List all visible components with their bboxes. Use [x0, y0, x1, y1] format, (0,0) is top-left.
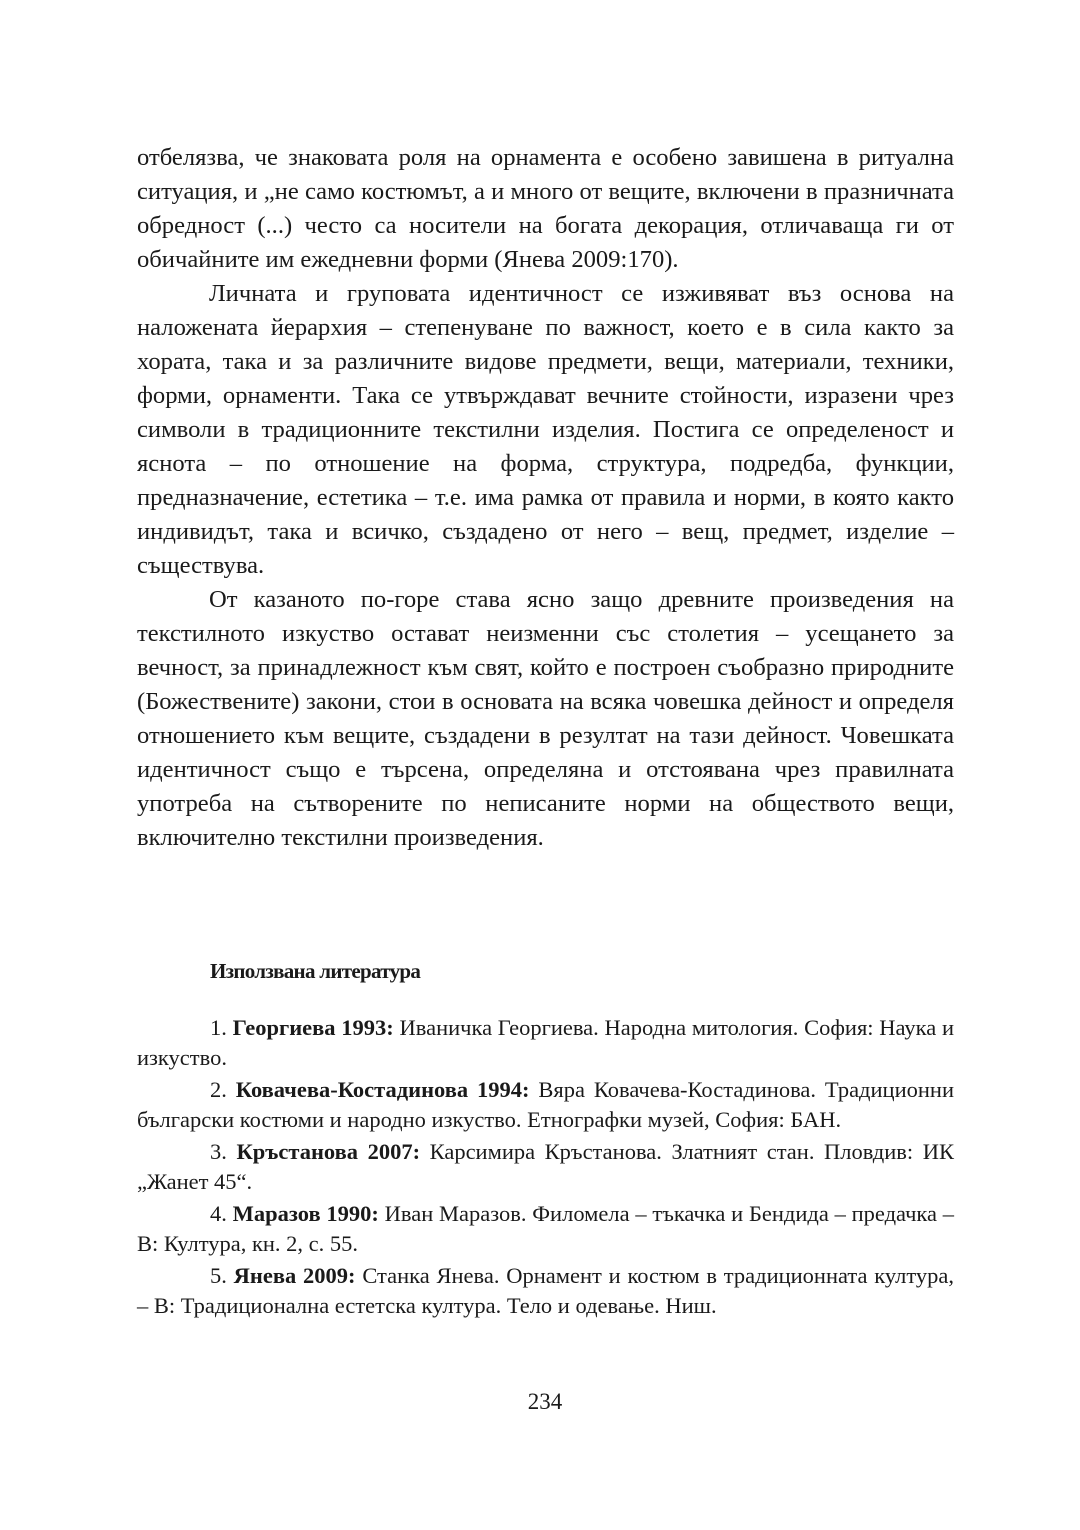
reference-author: Маразов 1990:	[232, 1201, 379, 1226]
main-text	[137, 141, 954, 855]
reference-number: 2.	[210, 1077, 227, 1102]
reference-text: Иван Маразов. Филомела – тъкачка и Бендида – предачка – В: Култура, кн. 2, с. 55.	[137, 1201, 955, 1256]
reference-item	[137, 1075, 954, 1135]
reference-number: 4.	[210, 1201, 227, 1226]
references-list	[137, 1013, 954, 1323]
paragraph-continuation: отбелязва, че знаковата роля на орнамента е особено завишена в ритуална ситуация, и „не само костюмът, а и много от вещите, включени в празничната обредност (...) често са носители на богата декорация, отличаваща ги от обичайните им ежедневни форми (Янева 2009:170).	[137, 144, 954, 273]
reference-author: Ковачева-Костадинова 1994:	[235, 1077, 530, 1102]
paragraph: Личната и груповата идентичност се изживяват въз основа на наложената йерархия – степенуване по важност, което е в сила както за хората, така и за различните видове предмети, вещи, материали, техники, форми, орнаменти. Така се утвърждават вечните стойности, изразени чрез символи в традиционните текстилни изделия. Постига се определеност и яснота – по отношение на форма, структура, подредба, функции, предназначение, естетика – т.е. има рамка от правила и норми, в която както индивидът, така и всичко, създадено от него – вещ, предмет, изделие – съществува.	[137, 280, 954, 579]
reference-text: Карсимира Кръстанова. Златният стан. Пловдив: ИК „Жанет 45“.	[137, 1139, 954, 1194]
reference-item	[137, 1261, 954, 1321]
reference-text: Станка Янева. Орнамент и костюм в традиционната култура, – В: Традиционална естетска култура. Тело и одевање. Ниш.	[137, 1263, 955, 1318]
reference-number: 3.	[210, 1139, 227, 1164]
reference-item	[137, 1013, 954, 1073]
reference-text: Вяра Ковачева-Костадинова. Традиционни български костюми и народно изкуство. Етнографки музей, София: БАН.	[137, 1077, 954, 1132]
reference-author: Янева 2009:	[233, 1263, 356, 1288]
reference-text: Иваничка Георгиева. Народна митология. София: Наука и изкуство.	[137, 1015, 954, 1070]
page-number: 234	[527, 1389, 563, 1414]
reference-author: Кръстанова 2007:	[236, 1139, 421, 1164]
reference-item	[137, 1137, 954, 1197]
reference-number: 1.	[210, 1015, 227, 1040]
reference-number: 5.	[210, 1263, 227, 1288]
reference-author: Георгиева 1993:	[232, 1015, 394, 1040]
paragraph: От казаното по-горе става ясно защо древните произведения на текстилното изкуство остават неизменни със столетия – усещането за вечност, за принадлежност към свят, който е построен съобразно природните (Божествените) закони, стои в основата на всяка човешка дейност и определя отношението към вещите, създадени в резултат на тази дейност. Човешката идентичност също е търсена, определяна и отстоявана чрез правилната употреба на сътворените по неписаните норми на обществото вещи, включително текстилни произведения.	[137, 586, 954, 851]
references-heading: Използвана литература	[210, 959, 421, 983]
reference-item	[137, 1199, 954, 1259]
